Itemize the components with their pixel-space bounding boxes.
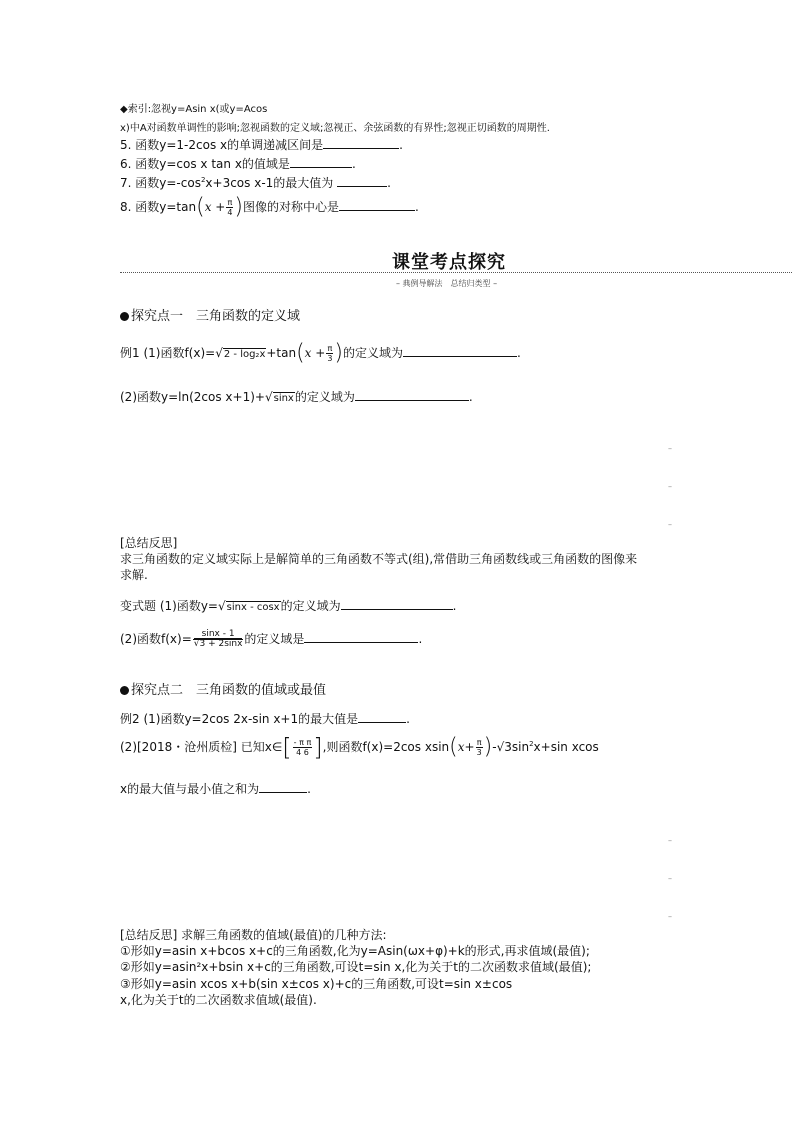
section-divider [120, 272, 792, 273]
section-subtitle: – 典例导解法 总结归类型 – [396, 279, 498, 288]
margin-tick: – [668, 836, 672, 845]
answer-blank[interactable] [339, 199, 415, 211]
summary-2-heading: [总结反思] 求解三角函数的值域(最值)的几种方法: [120, 928, 387, 942]
answer-blank[interactable] [355, 389, 469, 401]
answer-blank[interactable] [259, 781, 307, 793]
answer-blank[interactable] [358, 711, 406, 723]
example-1-part-1: 例1 (1)函数f(x)=√2 - log₂x+tan(x + $\frac{\pi}{3}$ )的定义域为 . [120, 340, 521, 366]
margin-tick: – [668, 520, 672, 529]
fraction: $\frac{\pi}{3}$ [476, 738, 482, 757]
summary-1-line-1: 求三角函数的定义域实际上是解简单的三角函数不等式(组),常借助三角函数线或三角函数的图像来 [120, 552, 638, 566]
topic-2-heading: 探究点二 三角函数的值域或最值 [120, 679, 326, 698]
section-title: 课堂考点探究 [392, 252, 506, 273]
example-1-part-2: (2)函数y=ln(2cos x+1)+√sinx的定义域为 . [120, 390, 473, 404]
answer-blank[interactable] [290, 156, 352, 168]
margin-tick: – [668, 912, 672, 921]
index-line-2: x)中A对函数单调性的影响;忽视函数的定义域;忽视正、余弦函数的有界性;忽视正切函数的周期性. [120, 123, 550, 134]
bullet-icon [120, 312, 129, 321]
variant-part-2: (2)函数f(x)= $\frac{\sin x - 1}{√3 + 2\sin x}$ 的定义域是 . [120, 629, 423, 649]
summary-2-method-3-cont: x,化为关于t的二次函数求值域(最值). [120, 993, 317, 1007]
example-2-part-2-cont: x的最大值与最小值之和为 . [120, 782, 311, 796]
summary-1-heading: [总结反思] [120, 536, 178, 550]
question-7: 7. 函数$y=-\cos^2x+3\cos$ x-1的最大值为 . [120, 176, 391, 190]
fraction: $\frac{\sin x - 1}{√3 + 2\sin x}$ [193, 629, 243, 649]
answer-blank[interactable] [304, 631, 418, 643]
example-2-part-1: 例2 (1)函数y=2cos 2x-sin x+1的最大值是 . [120, 712, 410, 726]
question-8: 8. 函数y=tan(x + $\frac{\pi}{4}$ )图像的对称中心是 . [120, 194, 419, 220]
summary-2-method-2: ②形如y=asin²x+bsin x+c的三角函数,可设t=sin x,化为关于t的二次函数求值域(最值); [120, 960, 592, 974]
fraction: $\frac{\pi}{4}$ [227, 198, 233, 217]
summary-2-method-1: ①形如y=asin x+bcos x+c的三角函数,化为y=Asin(ωx+φ)+k的形式,再求值域(最值); [120, 944, 590, 958]
summary-2-method-3: ③形如y=asin xcos x+b(sin x±cos x)+c的三角函数,可设t=sin x±cos [120, 977, 513, 991]
answer-blank[interactable] [323, 137, 399, 149]
margin-tick: – [668, 874, 672, 883]
margin-tick: – [668, 444, 672, 453]
summary-1-line-2: 求解. [120, 568, 148, 582]
variant-part-1: 变式题 (1)函数y=√sinx - cosx的定义域为 . [120, 599, 457, 613]
question-6: 6. 函数y=cos x tan x的值域是 . [120, 157, 356, 171]
example-2-part-2: (2)[2018・沧州质检] 已知x∈[ $\frac{\text{- π π}}{4 6}$ ],则函数f(x)=2cos xsin(x+ $\frac{\pi}{3}$ )$-√3\sin^2x+\sin$ xcos [120, 733, 599, 762]
margin-tick: – [668, 482, 672, 491]
fraction: $\frac{\pi}{3}$ [327, 344, 333, 363]
answer-blank[interactable] [337, 175, 387, 187]
bullet-icon [120, 686, 129, 695]
topic-1-heading: 探究点一 三角函数的定义域 [120, 305, 300, 324]
question-5: 5. 函数y=1-2cos x的单调递减区间是 . [120, 138, 403, 152]
interval-fraction: $\frac{\text{- π π}}{4 6}$ [293, 738, 312, 757]
answer-blank[interactable] [341, 598, 453, 610]
answer-blank[interactable] [403, 345, 517, 357]
index-line-1: ◆索引:忽视y=Asin x(或y=Acos [120, 104, 268, 115]
